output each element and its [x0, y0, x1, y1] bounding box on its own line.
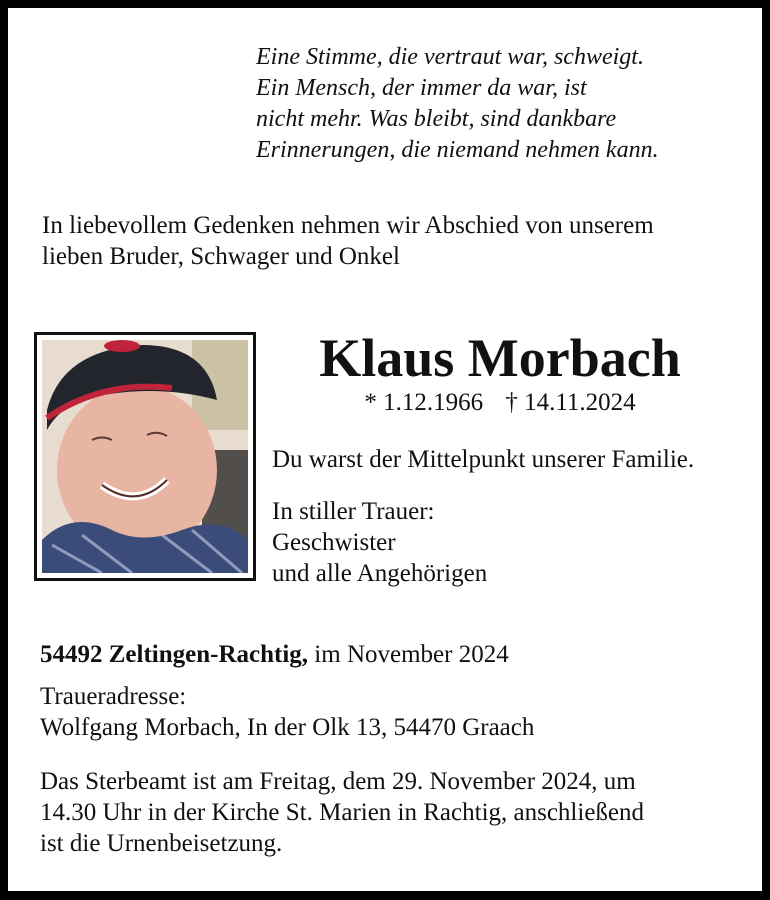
service-line: 14.30 Uhr in der Kirche St. Marien in Rachtig, anschließend: [40, 799, 645, 826]
address-value: Wolfgang Morbach, In der Olk 13, 54470 Graach: [40, 714, 535, 741]
portrait-frame: [34, 332, 256, 581]
poem-line: nicht mehr. Was bleibt, sind dankbare: [256, 106, 617, 132]
mourners: [272, 496, 487, 589]
mourners-line: Geschwister: [272, 529, 396, 556]
poem-line: Eine Stimme, die vertraut war, schweigt.: [256, 44, 644, 70]
address-label: Traueradresse:: [40, 683, 187, 710]
birth-date: * 1.12.1966: [364, 389, 484, 416]
life-dates: [258, 388, 742, 418]
portrait-illustration: [42, 340, 248, 573]
place-town: 54492 Zeltingen-Rachtig,: [40, 641, 309, 668]
portrait-photo: [42, 340, 248, 573]
intro-line: In liebevollem Gedenken nehmen wir Abschied von unserem: [42, 212, 654, 239]
mourners-line: In stiller Trauer:: [272, 498, 435, 525]
service-line: Das Sterbeamt ist am Freitag, dem 29. November 2024, um: [40, 768, 636, 795]
deceased-name: Klaus Morbach: [319, 328, 681, 388]
intro-line: lieben Bruder, Schwager und Onkel: [42, 243, 400, 270]
poem-line: Erinnerungen, die niemand nehmen kann.: [256, 137, 659, 163]
place-date: im November 2024: [308, 641, 509, 668]
mourners-line: und alle Angehörigen: [272, 560, 488, 587]
mourning-address: [40, 681, 534, 743]
service-details: [40, 766, 644, 859]
obituary-notice: [8, 8, 762, 891]
service-line: ist die Urnenbeisetzung.: [40, 830, 283, 857]
memorial-poem: [256, 42, 659, 166]
intro-text: [42, 210, 654, 272]
place-and-date: [40, 640, 509, 670]
motto: Du warst der Mittelpunkt unserer Familie.: [272, 446, 695, 473]
poem-line: Ein Mensch, der immer da war, ist: [256, 75, 587, 101]
death-date: † 14.11.2024: [505, 389, 636, 416]
